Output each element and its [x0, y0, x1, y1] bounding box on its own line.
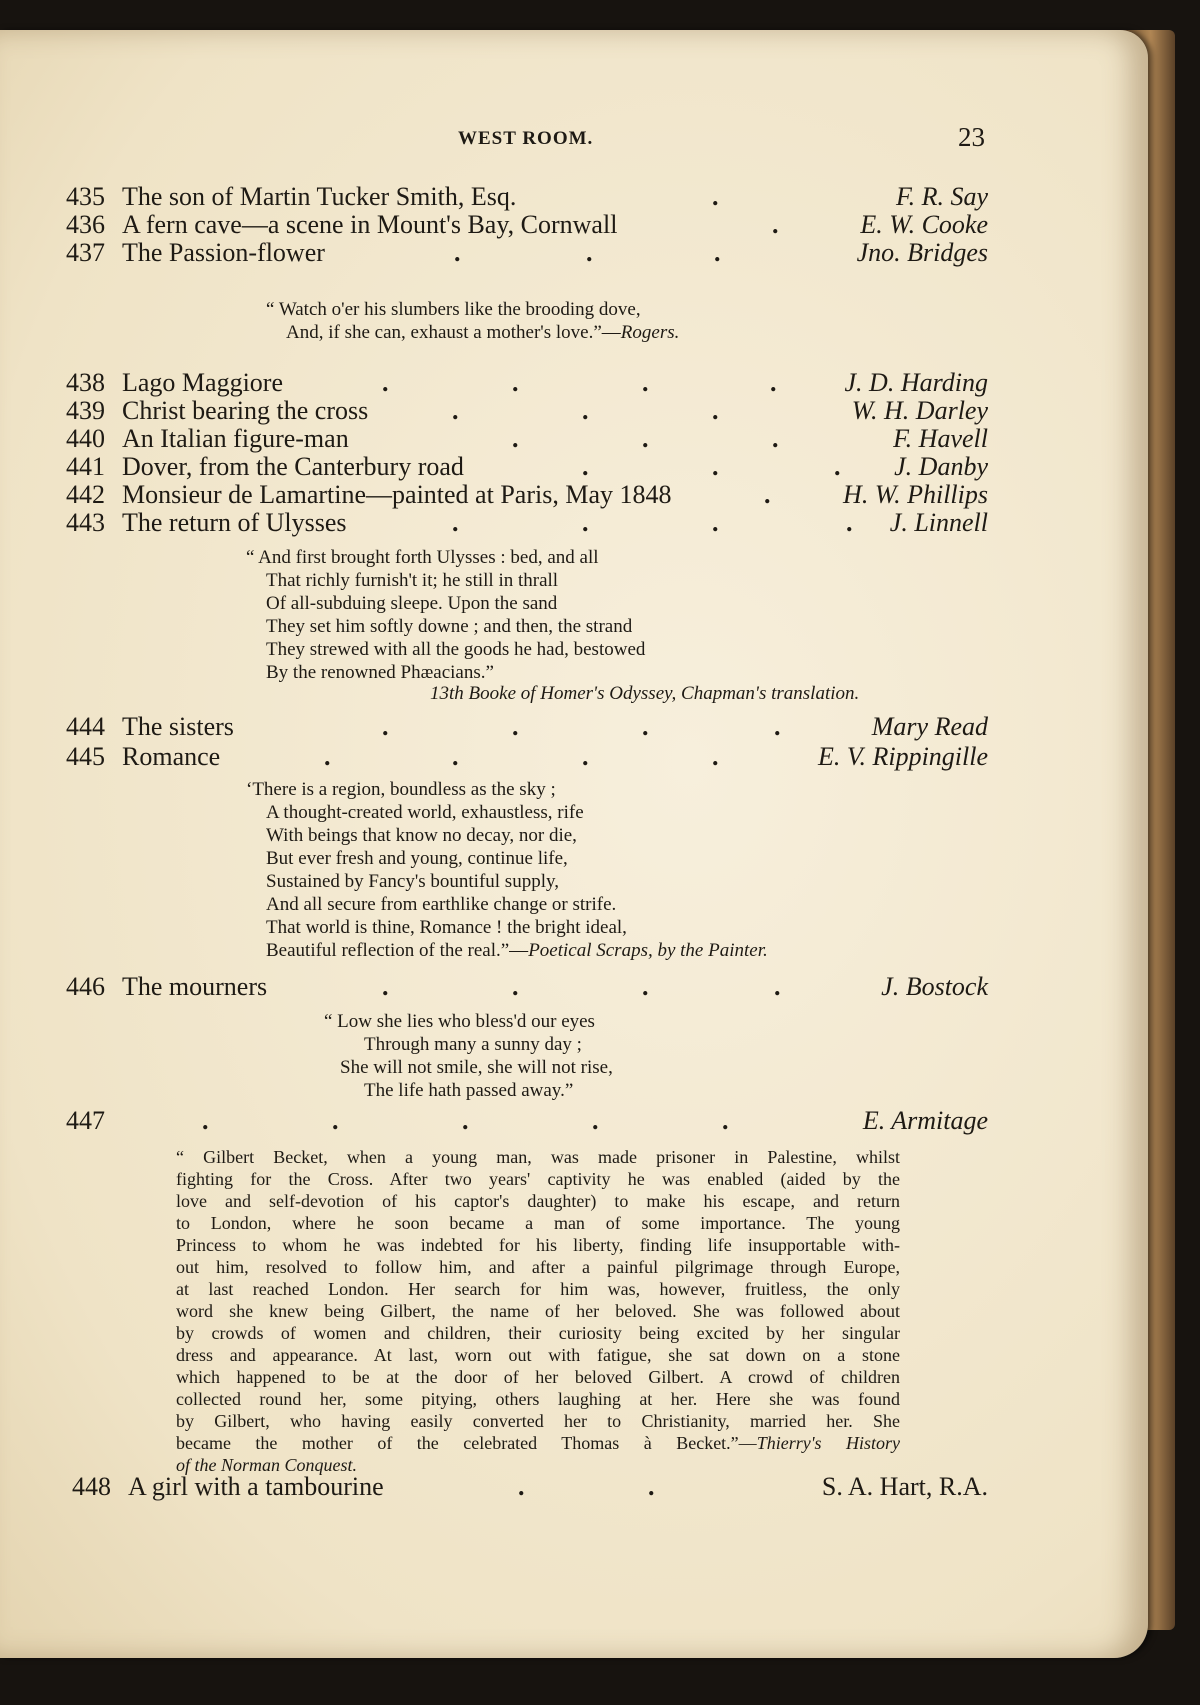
quote-mourners: “ Low she lies who bless'd our eyes Through many a sunny day ; She will not smile, she will not rise, The life hath passed away.”	[324, 1011, 613, 1101]
entry-number: 445	[66, 742, 105, 771]
entry-artist: H. W. Phillips	[843, 480, 988, 509]
catalogue-entry: 445 Romance . . . . E. V. Rippingille	[66, 742, 988, 771]
catalogue-entry: 440 An Italian figure-man . . . F. Havell	[66, 424, 988, 453]
entry-artist: J. D. Harding	[844, 368, 988, 397]
entry-artist: E. V. Rippingille	[818, 742, 988, 771]
entry-number: 435	[66, 182, 105, 211]
entry-artist: W. H. Darley	[851, 396, 988, 425]
entry-artist: E. W. Cooke	[860, 210, 988, 239]
catalogue-entry: 441 Dover, from the Canterbury road . . . J. Danby	[66, 452, 988, 481]
entry-number: 436	[66, 210, 105, 239]
entry-title: Christ bearing the cross	[122, 396, 369, 425]
entry-number: 446	[66, 972, 105, 1001]
catalogue-page	[0, 30, 1148, 1658]
room-title: WEST ROOM.	[458, 128, 594, 149]
entry-artist: Mary Read	[871, 712, 988, 741]
entry-artist: Jno. Bridges	[856, 238, 988, 267]
catalogue-entry: 442 Monsieur de Lamartine—painted at Paris, May 1848 . H. W. Phillips	[66, 480, 988, 509]
catalogue-entry: 437 The Passion-flower . . . Jno. Bridges	[66, 238, 988, 267]
entry-title: Romance	[122, 742, 221, 771]
quote-rogers: “ Watch o'er his slumbers like the brooding dove, And, if she can, exhaust a mother's love.”—Rogers.	[266, 299, 680, 343]
entry-artist: F. R. Say	[896, 182, 988, 211]
entry-number: 442	[66, 480, 105, 509]
quote-source: Poetical Scraps, by the Painter.	[528, 940, 768, 961]
entry-artist: S. A. Hart, R.A.	[821, 1472, 988, 1501]
entry-title: The Passion-flower	[122, 238, 325, 267]
entry-title: The sisters	[122, 712, 234, 741]
entry-number: 441	[66, 452, 105, 481]
entry-number: 443	[66, 508, 105, 537]
entry-number: 440	[66, 424, 105, 453]
catalogue-entry: 448 A girl with a tambourine . . S. A. Hart, R.A.	[72, 1472, 988, 1501]
entry-artist: J. Danby	[894, 452, 988, 481]
catalogue-entry: 436 A fern cave—a scene in Mount's Bay, Cornwall . E. W. Cooke	[66, 210, 988, 239]
entry-artist: E. Armitage	[862, 1106, 988, 1135]
entry-title: The son of Martin Tucker Smith, Esq.	[122, 182, 517, 211]
entry-number: 447	[66, 1106, 105, 1135]
quote-romance: ‘There is a region, boundless as the sky ; A thought-created world, exhaustless, rife With beings that know no decay, nor die, But ever fresh and young, continue life, Sustained by Fancy's bountiful supply, And all secure from earthlike change or strife. That world is thine, Romance ! the bright ideal, Beautiful reflection of the real.”—Poetical Scraps, by the Painter.	[246, 779, 768, 961]
catalogue-entry: 447 . . . . . E. Armitage	[66, 1106, 988, 1135]
entry-title: An Italian figure-man	[122, 424, 349, 453]
entry-title: Dover, from the Canterbury road	[122, 452, 464, 481]
quote-source: 13th Booke of Homer's Odyssey, Chapman's translation.	[430, 683, 860, 704]
quote-source: Thierry's History	[756, 1433, 901, 1453]
entry-title: Lago Maggiore	[122, 368, 284, 397]
running-head	[0, 122, 1148, 168]
catalogue-entry: 444 The sisters . . . . Mary Read	[66, 712, 988, 741]
entry-number: 448	[72, 1472, 111, 1501]
page-number: 23	[958, 122, 985, 152]
entry-title: A girl with a tambourine	[128, 1472, 384, 1501]
catalogue-entry: 446 The mourners . . . . J. Bostock	[66, 972, 988, 1001]
entry-title: A fern cave—a scene in Mount's Bay, Cornwall	[122, 210, 618, 239]
entry-title: The return of Ulysses	[122, 508, 347, 537]
catalogue-entry: 439 Christ bearing the cross . . . W. H. Darley	[66, 396, 988, 425]
entry-number: 444	[66, 712, 105, 741]
quote-source: of the Norman Conquest.	[176, 1455, 358, 1475]
catalogue-entry: 443 The return of Ulysses . . . . J. Linnell	[66, 508, 988, 537]
entry-number: 438	[66, 368, 105, 397]
entry-title: The mourners	[122, 972, 268, 1001]
entry-artist: F. Havell	[893, 424, 988, 453]
entry-number: 439	[66, 396, 105, 425]
entry-title: Monsieur de Lamartine—painted at Paris, May 1848	[122, 480, 672, 509]
catalogue-entry: 438 Lago Maggiore . . . . J. D. Harding	[66, 368, 988, 397]
catalogue-entry: 435 The son of Martin Tucker Smith, Esq. . F. R. Say	[66, 182, 988, 211]
entry-artist: J. Bostock	[881, 972, 988, 1001]
quote-becket: “ Gilbert Becket, when a young man, was made prisoner in Palestine, whilst fighting for the Cross. After two years' captivity he was enabled (aided by the love and self-devotion of his captor's daughter) to make his escape, and return to London, where he soon became a man of some importance. The young Princess to whom he was indebted for his liberty, finding life insupportable with- out him, resolved to follow him, and after a painful pilgrimage through Europe, at last reached London. Her search for him was, however, fruitless, the only word she knew being Gilbert, the name of her beloved. She was followed about by crowds of women and children, their curiosity being excited by her singular dress and appearance. At last, worn out with fatigue, she sat down on a stone which happened to be at the door of her beloved Gilbert. A crowd of children collected round her, some pitying, others laughing at her. Here she was found by Gilbert, who having easily converted her to Christianity, married her. She became the mother of the celebrated Thomas à Becket.”—Thierry's History of the Norman Conquest.	[176, 1147, 901, 1475]
quote-homer: “ And first brought forth Ulysses : bed, and all That richly furnish't it; he still in thrall Of all-subduing sleepe. Upon the sand They set him softly downe ; and then, the strand They strewed with all the goods he had, bestowed By the renowned Phæacians.”	[246, 547, 646, 683]
entry-artist: J. Linnell	[889, 508, 988, 537]
entry-number: 437	[66, 238, 105, 267]
